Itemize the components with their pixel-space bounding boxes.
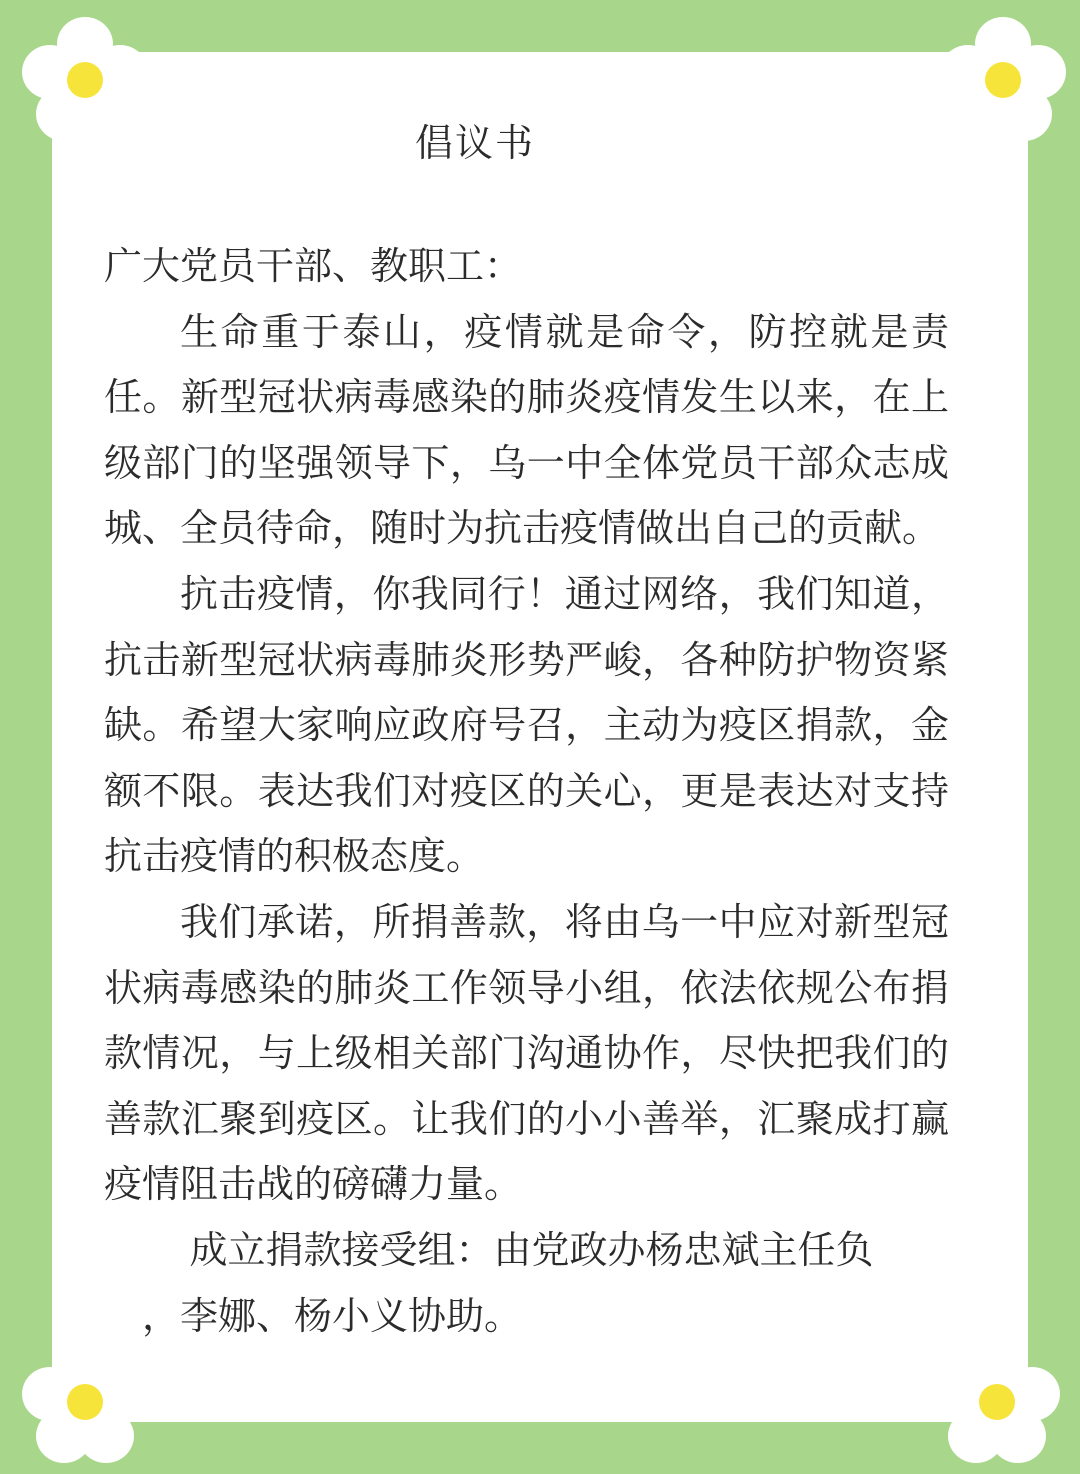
daisy-icon xyxy=(938,14,1068,144)
salutation: 广大党员干部、教职工： xyxy=(104,244,523,288)
daisy-icon xyxy=(20,1336,150,1466)
closing-line: 成立捐款接受组：由党政办杨忠斌主任负 xyxy=(189,1227,874,1272)
closing-line: ，李娜、杨小义协助。 xyxy=(142,1293,523,1338)
daisy-icon xyxy=(932,1336,1062,1466)
paragraph: 生命重于泰山，疫情就是命令，防控就是责任。新型冠状病毒感染的肺炎疫情发生以来，在上级部门的坚强领导下，乌一中全体党员干部众志成城、全员待命，随时为抗击疫情做出自己的贡献。 xyxy=(104,309,949,551)
page-title: 倡议书 xyxy=(414,121,535,165)
paragraph: 抗击疫情，你我同行！通过网络，我们知道，抗击新型冠状病毒肺炎形势严峻，各种防护物资紧缺。希望大家响应政府号召，主动为疫区捐款，金额不限。表达我们对疫区的关心，更是表达对支持抗击疫情的积极态度。 xyxy=(104,571,949,879)
letter-body xyxy=(104,234,949,1349)
paragraph: 我们承诺，所捐善款，将由乌一中应对新型冠状病毒感染的肺炎工作领导小组，依法依规公布捐款情况，与上级相关部门沟通协作，尽快把我们的善款汇聚到疫区。让我们的小小善举，汇聚成打赢疫情阻击战的磅礴力量。 xyxy=(104,899,949,1207)
